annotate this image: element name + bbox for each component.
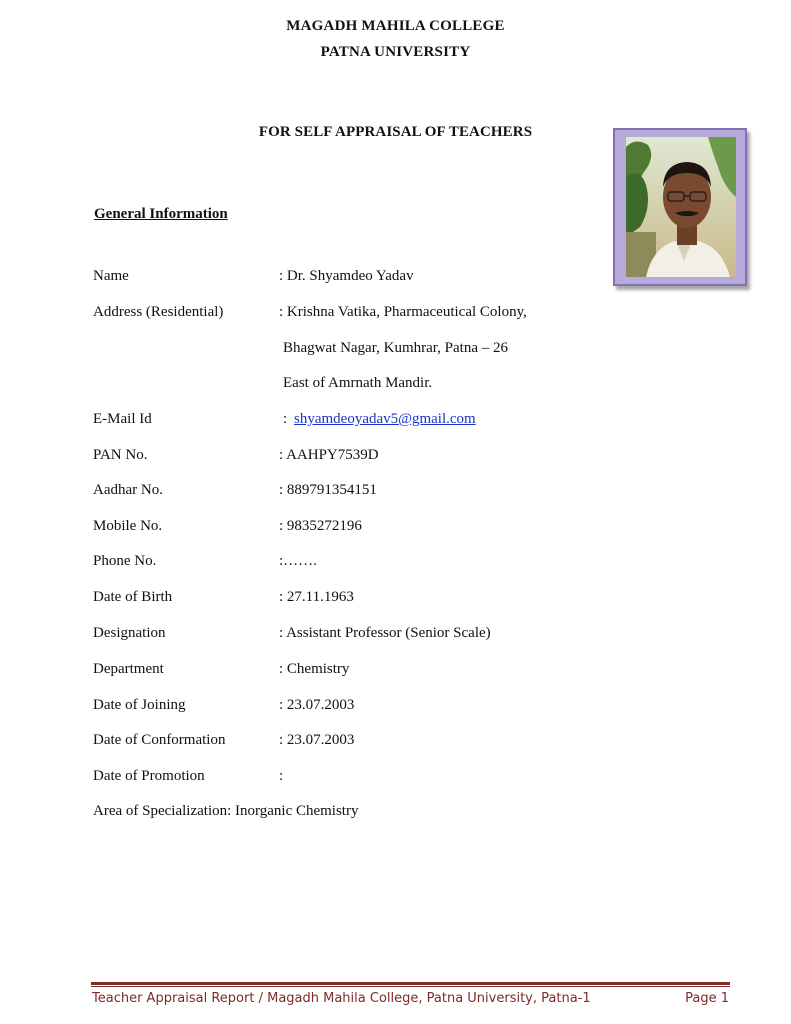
- email-link[interactable]: shyamdeoyadav5@gmail.com: [294, 411, 476, 427]
- field-date-of-birth: [0, 589, 791, 609]
- field-label: Department: [93, 661, 164, 677]
- field-value: : 27.11.1963: [279, 589, 354, 605]
- portrait-image: [626, 137, 736, 277]
- footer-divider-thin: [91, 986, 730, 987]
- field-name: [0, 268, 791, 288]
- field-phone: [0, 553, 791, 573]
- email-prefix: :: [283, 411, 288, 427]
- university-name: PATNA UNIVERSITY: [320, 44, 471, 60]
- footer-divider: [91, 982, 730, 985]
- field-label: Date of Birth: [93, 589, 173, 605]
- field-address: [0, 304, 791, 324]
- field-value: : 23.07.2003: [279, 697, 355, 713]
- field-value: : Chemistry: [279, 661, 350, 677]
- field-label: Name: [93, 268, 129, 284]
- section-heading-general-information: General Information: [94, 206, 228, 222]
- field-label: Mobile No.: [93, 518, 163, 534]
- field-value: : Krishna Vatika, Pharmaceutical Colony,: [279, 304, 527, 320]
- field-label: Designation: [93, 625, 166, 641]
- field-value: : Assistant Professor (Senior Scale): [279, 625, 491, 641]
- field-date-of-promotion: [0, 768, 791, 788]
- address-line-2: Bhagwat Nagar, Kumhrar, Patna – 26: [283, 340, 508, 356]
- footer-report-title: Teacher Appraisal Report / Magadh Mahila College, Patna University, Patna-1: [92, 991, 591, 1006]
- field-aadhar: [0, 482, 791, 502]
- address-line-3: East of Amrnath Mandir.: [283, 375, 433, 391]
- field-pan: [0, 447, 791, 467]
- field-label: Date of Conformation: [93, 732, 226, 748]
- field-department: [0, 661, 791, 681]
- college-name: MAGADH MAHILA COLLEGE: [286, 18, 505, 34]
- field-date-of-joining: [0, 697, 791, 717]
- field-label: Date of Promotion: [93, 768, 205, 784]
- field-mobile: [0, 518, 791, 538]
- page-number: Page 1: [685, 991, 729, 1006]
- field-label: Date of Joining: [93, 697, 186, 713]
- field-date-of-conformation: [0, 732, 791, 752]
- teacher-photo: [613, 128, 747, 286]
- field-value: : 889791354151: [279, 482, 377, 498]
- field-value: : 9835272196: [279, 518, 362, 534]
- field-value: : 23.07.2003: [279, 732, 355, 748]
- field-label: Aadhar No.: [93, 482, 163, 498]
- field-label: PAN No.: [93, 447, 148, 463]
- field-area-of-specialization: Area of Specialization: Inorganic Chemistry: [93, 803, 359, 819]
- field-email: [0, 411, 791, 431]
- field-value: : Dr. Shyamdeo Yadav: [279, 268, 414, 284]
- field-value: : AAHPY7539D: [279, 447, 379, 463]
- field-label: E-Mail Id: [93, 411, 152, 427]
- form-title: FOR SELF APPRAISAL OF TEACHERS: [258, 124, 533, 140]
- field-label: Phone No.: [93, 553, 157, 569]
- field-value: :: [279, 768, 284, 784]
- field-value: :…….: [279, 553, 317, 569]
- field-designation: [0, 625, 791, 645]
- field-label: Address (Residential): [93, 304, 224, 320]
